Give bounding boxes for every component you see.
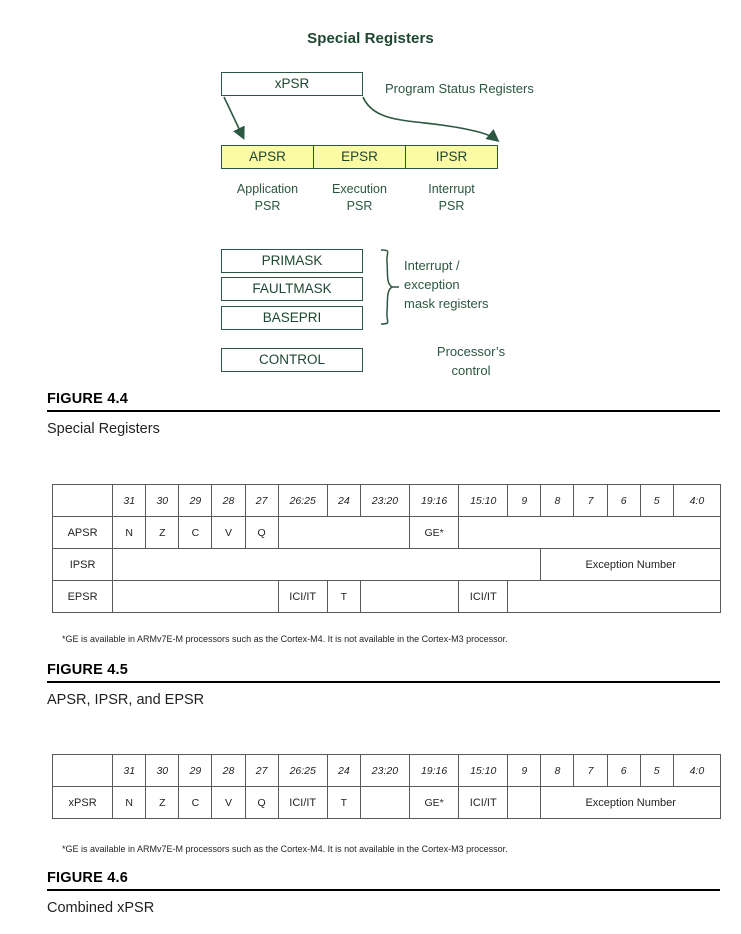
table-row <box>53 549 721 581</box>
apsr-description-line2: PSR <box>254 199 281 213</box>
psr-row-label-ipsr: IPSR <box>53 549 113 581</box>
figure-4-5-block <box>47 662 720 708</box>
figure-4-5-caption: APSR, IPSR, and EPSR <box>47 692 205 708</box>
control-register-box <box>221 348 363 372</box>
psr-cell-apsr-ge-: GE* <box>410 517 459 549</box>
xpsr-header-bit-4:0: 4:0 <box>673 755 720 787</box>
psr-header-bit-8: 8 <box>541 485 574 517</box>
mask-note-line3: mask registers <box>404 296 489 311</box>
epsr-description-line1: Execution <box>332 182 387 196</box>
psr-header-bit-28: 28 <box>212 485 245 517</box>
xpsr-cell-xpsr-empty-7 <box>360 787 409 819</box>
psr-cell-apsr-empty-5 <box>278 517 409 549</box>
control-label: CONTROL <box>258 352 325 367</box>
psr-cell-ipsr-exception-number: Exception Number <box>541 549 721 581</box>
figure-4-5-number: FIGURE 4.5 <box>47 662 128 678</box>
xpsr-cell-xpsr-ici-it: ICI/IT <box>278 787 327 819</box>
control-note <box>396 342 546 380</box>
ipsr-register-box <box>405 145 498 169</box>
ipsr-description-line2: PSR <box>438 199 465 213</box>
xpsr-header-bit-28: 28 <box>212 755 245 787</box>
psr-header-row <box>53 485 721 517</box>
xpsr-header-bit-9: 9 <box>508 755 541 787</box>
faultmask-label: FAULTMASK <box>252 281 332 296</box>
mask-note-line2: exception <box>404 277 460 292</box>
primask-label: PRIMASK <box>261 253 323 268</box>
psr-cell-apsr-c: C <box>179 517 212 549</box>
psr-header-corner <box>53 485 113 517</box>
mask-note-line1: Interrupt / <box>404 258 460 273</box>
figure-4-6-number: FIGURE 4.6 <box>47 870 128 886</box>
ipsr-label: IPSR <box>435 149 468 164</box>
psr-cell-apsr-n: N <box>113 517 146 549</box>
xpsr-header-bit-7: 7 <box>574 755 607 787</box>
xpsr-cell-xpsr-exception-number: Exception Number <box>541 787 721 819</box>
basepri-register-box <box>221 306 363 330</box>
psr-cell-epsr-ici-it: ICI/IT <box>278 581 327 613</box>
psr-header-bit-30: 30 <box>146 485 179 517</box>
psr-cell-epsr-ici-it: ICI/IT <box>459 581 508 613</box>
xpsr-header-bit-30: 30 <box>146 755 179 787</box>
psr-row-label-epsr: EPSR <box>53 581 113 613</box>
psr-header-bit-19:16: 19:16 <box>410 485 459 517</box>
xpsr-cell-xpsr-ge-: GE* <box>410 787 459 819</box>
xpsr-header-bit-29: 29 <box>179 755 212 787</box>
apsr-label: APSR <box>249 149 286 164</box>
psr-row-label-apsr: APSR <box>53 517 113 549</box>
psr-header-bit-9: 9 <box>508 485 541 517</box>
xpsr-header-bit-5: 5 <box>640 755 673 787</box>
psr-header-bit-24: 24 <box>327 485 360 517</box>
xpsr-cell-xpsr-empty-10 <box>508 787 541 819</box>
xpsr-row-label-xpsr: xPSR <box>53 787 113 819</box>
psr-bitfield-table <box>52 484 721 613</box>
psr-cell-ipsr-empty-0 <box>113 549 541 581</box>
epsr-description <box>313 181 406 215</box>
xpsr-register-box <box>221 72 363 96</box>
table-row <box>53 581 721 613</box>
psr-cell-epsr-empty-0 <box>113 581 278 613</box>
ipsr-description-line1: Interrupt <box>428 182 475 196</box>
psr-cell-apsr-z: Z <box>146 517 179 549</box>
apsr-description-line1: Application <box>236 182 299 196</box>
xpsr-header-bit-19:16: 19:16 <box>410 755 459 787</box>
xpsr-header-bit-26:25: 26:25 <box>278 755 327 787</box>
psr-cell-apsr-q: Q <box>245 517 278 549</box>
epsr-label: EPSR <box>341 149 378 164</box>
faultmask-register-box <box>221 277 363 301</box>
psr-header-bit-6: 6 <box>607 485 640 517</box>
control-note-line1: Processor’s <box>436 344 506 359</box>
psr-header-bit-5: 5 <box>640 485 673 517</box>
psr-header-bit-31: 31 <box>113 485 146 517</box>
psr-header-bit-23:20: 23:20 <box>360 485 409 517</box>
xpsr-header-bit-27: 27 <box>245 755 278 787</box>
xpsr-cell-xpsr-t: T <box>327 787 360 819</box>
apsr-description <box>221 181 314 215</box>
psr-header-bit-4:0: 4:0 <box>673 485 720 517</box>
psr-cell-epsr-empty-5 <box>508 581 721 613</box>
xpsr-cell-xpsr-n: N <box>113 787 146 819</box>
psr-header-bit-26:25: 26:25 <box>278 485 327 517</box>
table-row <box>53 787 721 819</box>
xpsr-cell-xpsr-z: Z <box>146 787 179 819</box>
table-row <box>53 517 721 549</box>
figure-4-6-block <box>47 870 720 916</box>
psr-header-bit-15:10: 15:10 <box>459 485 508 517</box>
xpsr-header-row <box>53 755 721 787</box>
xpsr-header-bit-24: 24 <box>327 755 360 787</box>
xpsr-header-corner <box>53 755 113 787</box>
psr-cell-epsr-t: T <box>327 581 360 613</box>
figure-4-4-block <box>47 391 720 437</box>
program-status-registers-note: Program Status Registers <box>385 81 534 96</box>
ipsr-description <box>405 181 498 215</box>
psr-header-bit-7: 7 <box>574 485 607 517</box>
figure-4-6-caption: Combined xPSR <box>47 900 155 916</box>
xpsr-table-footnote: *GE is available in ARMv7E-M processors such as the Cortex-M4. It is not available in the Cortex-M3 processor. <box>62 844 508 854</box>
figure-4-4-caption: Special Registers <box>47 421 160 437</box>
diagram-title: Special Registers <box>307 30 434 47</box>
psr-cell-apsr-v: V <box>212 517 245 549</box>
xpsr-header-bit-31: 31 <box>113 755 146 787</box>
psr-table-footnote: *GE is available in ARMv7E-M processors such as the Cortex-M4. It is not available in the Cortex-M3 processor. <box>62 634 508 644</box>
xpsr-header-bit-23:20: 23:20 <box>360 755 409 787</box>
epsr-register-box <box>313 145 406 169</box>
xpsr-header-bit-15:10: 15:10 <box>459 755 508 787</box>
epsr-description-line2: PSR <box>346 199 373 213</box>
apsr-register-box <box>221 145 314 169</box>
xpsr-label: xPSR <box>274 76 310 91</box>
psr-header-bit-29: 29 <box>179 485 212 517</box>
xpsr-bitfield-table <box>52 754 721 819</box>
xpsr-cell-xpsr-c: C <box>179 787 212 819</box>
control-note-line2: control <box>451 363 491 378</box>
psr-header-bit-27: 27 <box>245 485 278 517</box>
special-registers-diagram <box>0 0 741 385</box>
xpsr-cell-xpsr-ici-it: ICI/IT <box>459 787 508 819</box>
psr-cell-apsr-empty-7 <box>459 517 721 549</box>
figure-4-4-number: FIGURE 4.4 <box>47 391 128 407</box>
mask-registers-note <box>404 256 584 313</box>
primask-register-box <box>221 249 363 273</box>
psr-cell-epsr-empty-3 <box>360 581 458 613</box>
xpsr-header-bit-6: 6 <box>607 755 640 787</box>
xpsr-cell-xpsr-v: V <box>212 787 245 819</box>
basepri-label: BASEPRI <box>262 310 322 325</box>
xpsr-cell-xpsr-q: Q <box>245 787 278 819</box>
xpsr-header-bit-8: 8 <box>541 755 574 787</box>
